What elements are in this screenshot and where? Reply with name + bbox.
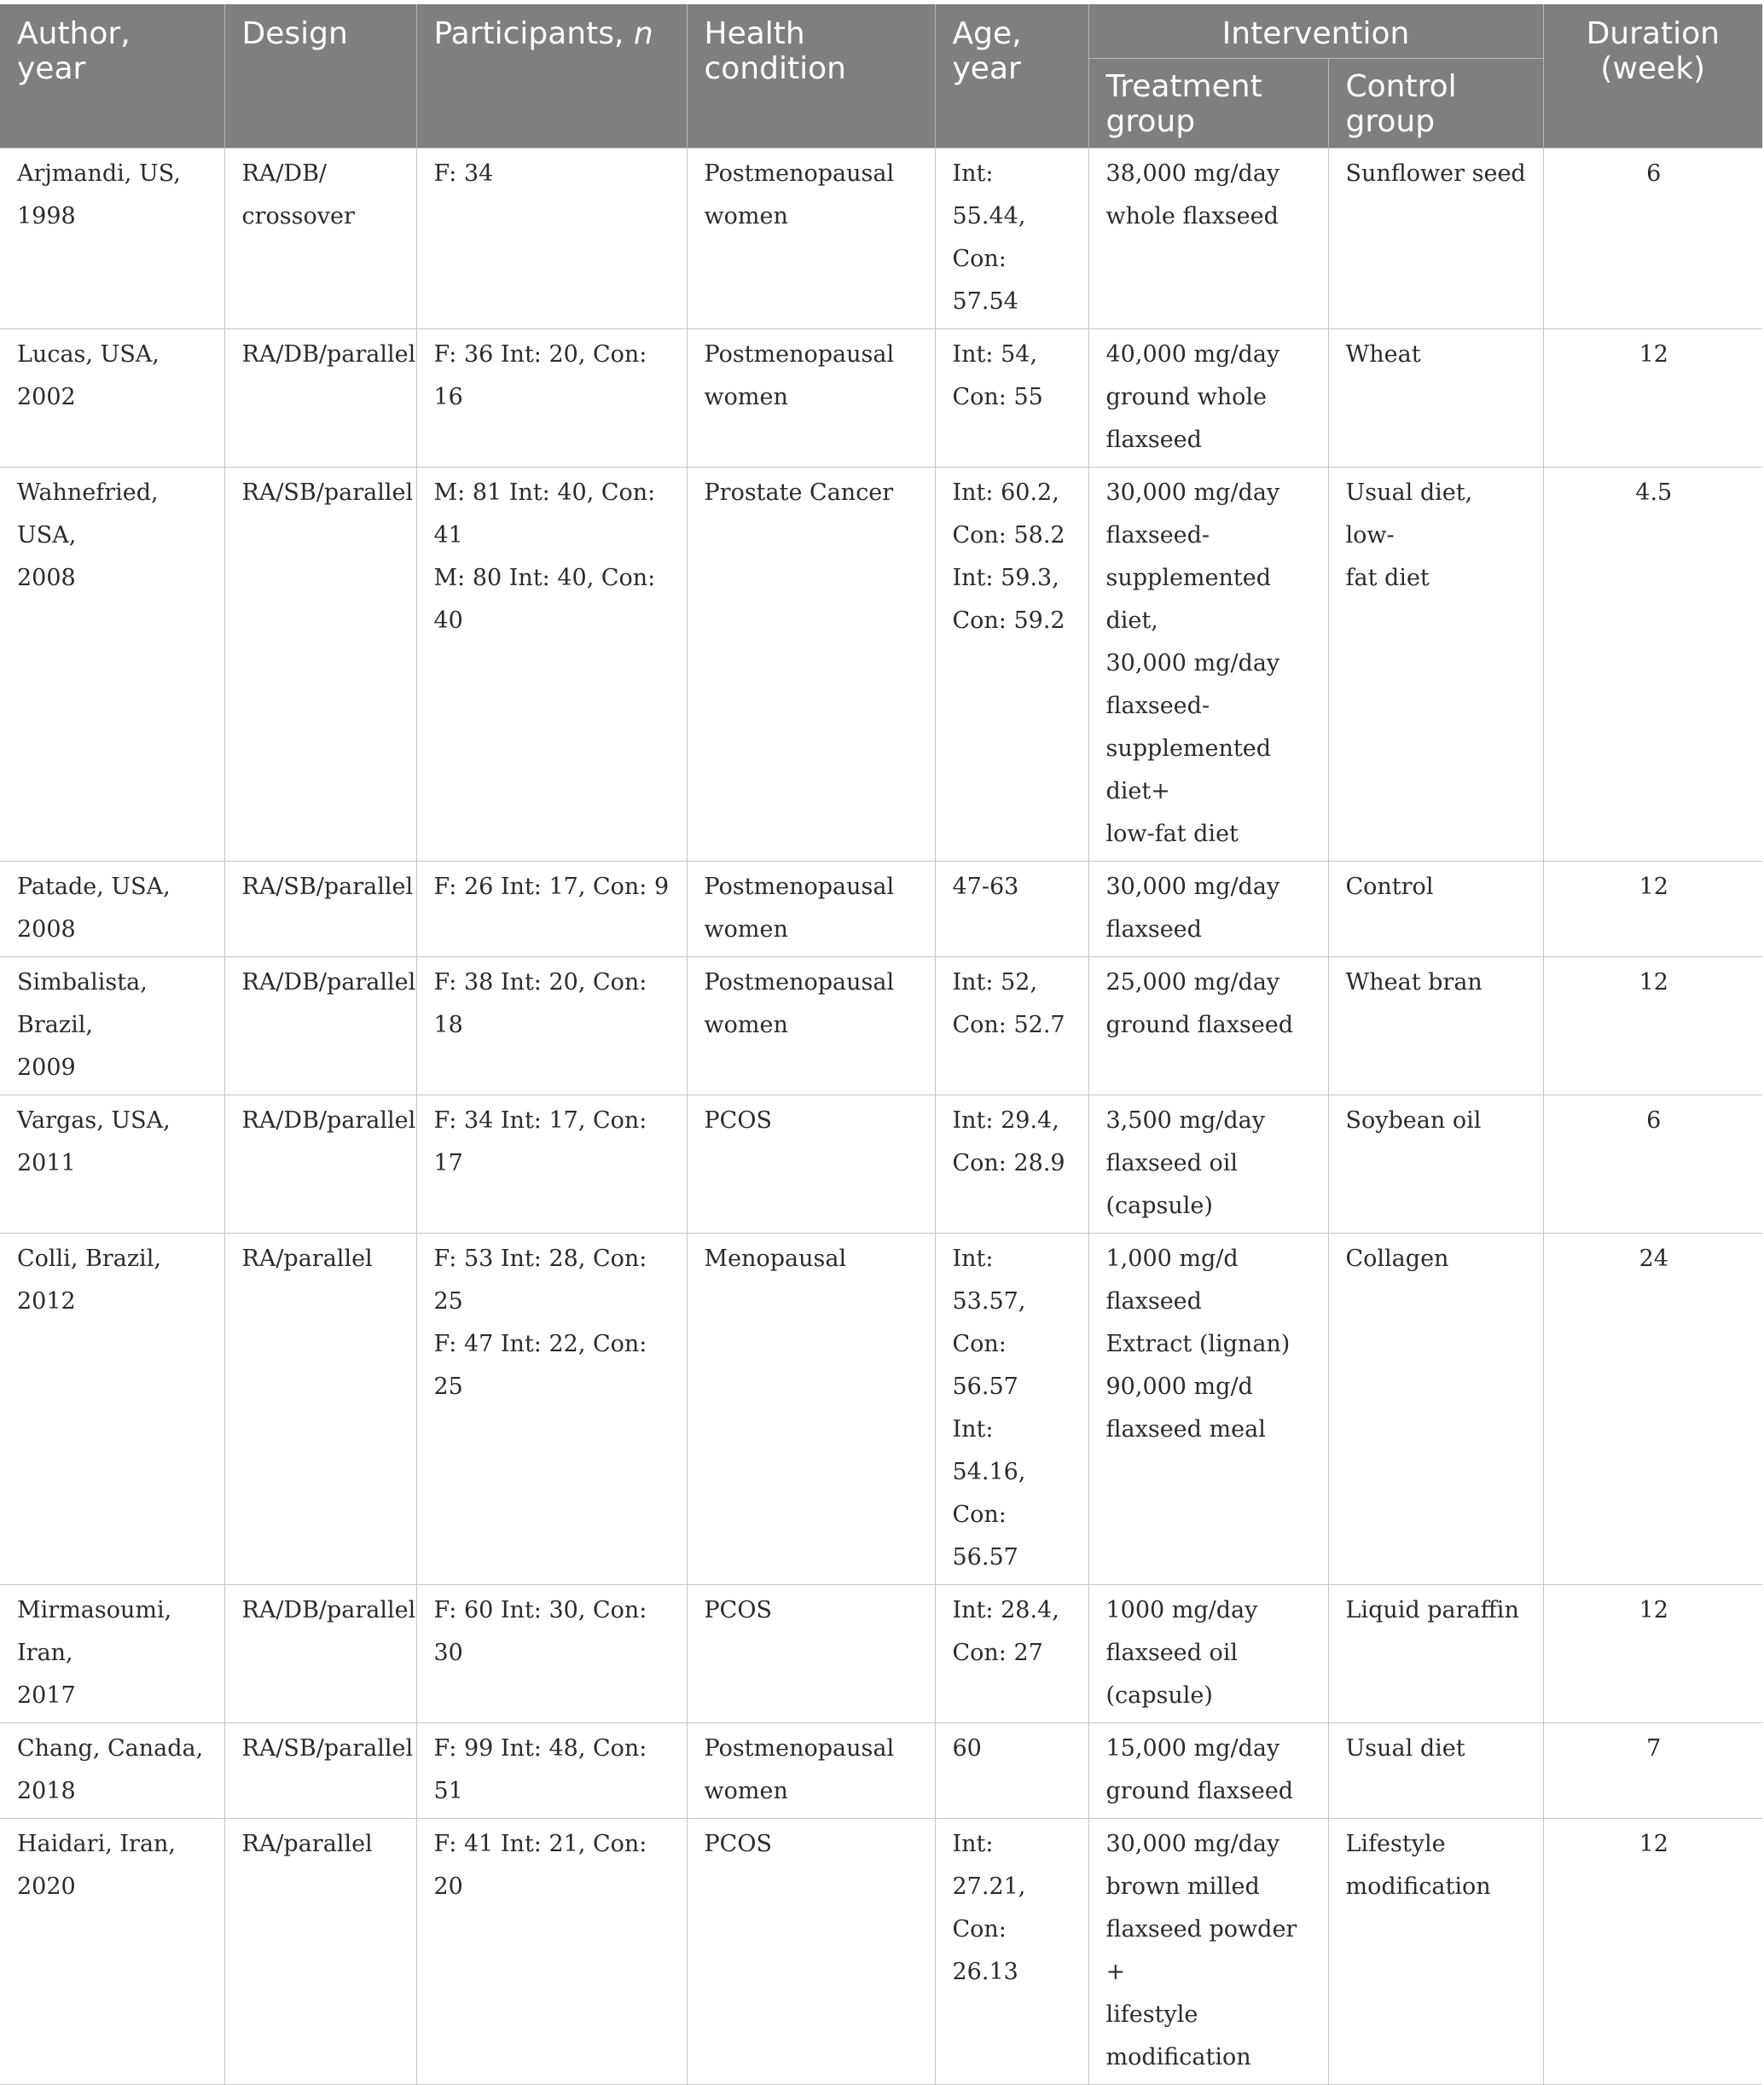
cell-treatment-group-line: supplemented diet, (1105, 565, 1272, 634)
cell-design-line: RA/SB/parallel (241, 874, 414, 900)
cell-design-line: RA/DB/parallel (241, 1597, 416, 1623)
cell-control-group (1328, 1723, 1543, 1819)
table-row (0, 329, 1762, 468)
cell-health-condition (687, 1585, 935, 1723)
cell-participants (416, 1723, 687, 1819)
cell-health-condition (687, 1095, 935, 1234)
cell-treatment-group-line: ground flaxseed (1105, 1012, 1294, 1038)
cell-author (0, 1585, 224, 1723)
cell-participants (416, 1095, 687, 1234)
header-health-condition: Health condition (687, 4, 935, 148)
header-treatment-group: Treatment group (1088, 59, 1328, 148)
cell-design-line: RA/DB/parallel (241, 341, 416, 368)
cell-treatment-group-line: Extract (lignan) (1105, 1331, 1291, 1357)
cell-treatment-group-line: 90,000 mg/d (1105, 1374, 1253, 1400)
cell-treatment-group-line: flaxseed powder + (1105, 1916, 1297, 1985)
cell-author (0, 862, 224, 957)
cell-treatment-group-line: flaxseed- (1105, 693, 1210, 719)
cell-duration: 24 (1543, 1234, 1762, 1585)
cell-age-line: Int: 60.2, (952, 479, 1059, 506)
cell-author-line: Colli, Brazil, 2012 (17, 1246, 161, 1315)
cell-design (224, 862, 416, 957)
cell-treatment-group-line: flaxseed oil (1105, 1150, 1239, 1176)
cell-health-condition-line: Postmenopausal (704, 341, 895, 368)
cell-treatment-group-line: modification (1105, 2044, 1251, 2070)
cell-age (935, 1819, 1088, 2085)
cell-age-line: Con: 52.7 (952, 1012, 1065, 1038)
cell-health-condition (687, 862, 935, 957)
cell-treatment-group (1088, 1585, 1328, 1723)
cell-health-condition-line: women (704, 1012, 788, 1038)
cell-age-line: Int: 52, (952, 969, 1038, 996)
cell-treatment-group-line: 30,000 mg/day (1105, 1831, 1280, 1857)
cell-control-group (1328, 1585, 1543, 1723)
cell-author-line: Chang, Canada, (17, 1735, 204, 1762)
cell-health-condition-line: women (704, 384, 788, 410)
cell-health-condition (687, 329, 935, 468)
cell-treatment-group-line: flaxseed (1105, 427, 1202, 453)
cell-design (224, 1234, 416, 1585)
cell-design-line: RA/DB/parallel (241, 969, 416, 996)
header-author-year: Author, year (0, 4, 224, 148)
cell-author (0, 1723, 224, 1819)
table-row (0, 862, 1762, 957)
cell-treatment-group (1088, 1819, 1328, 2085)
cell-design (224, 148, 416, 329)
cell-control-group (1328, 468, 1543, 862)
cell-control-group-line: modification (1345, 1873, 1491, 1900)
cell-age-line: Con: 57.54 (952, 246, 1018, 315)
cell-health-condition-line: Postmenopausal (704, 1735, 895, 1762)
cell-age-line: Con: 58.2 (952, 522, 1065, 549)
cell-age-line: 47-63 (952, 874, 1019, 900)
cell-participants-line: M: 81 Int: 40, Con: 41 (433, 479, 656, 549)
header-design: Design (224, 4, 416, 148)
cell-author (0, 957, 224, 1095)
cell-duration: 12 (1543, 957, 1762, 1095)
cell-author (0, 1819, 224, 2085)
cell-treatment-group-line: ground whole (1105, 384, 1267, 410)
cell-age-line: Con: 27 (952, 1640, 1043, 1666)
cell-control-group-line: Wheat (1345, 341, 1421, 368)
table-body (0, 148, 1762, 2085)
cell-author-line: Wahnefried, USA, (17, 479, 159, 549)
cell-design-line: RA/DB/parallel (241, 1107, 416, 1134)
cell-duration: 6 (1543, 148, 1762, 329)
cell-treatment-group-line: 1,000 mg/d flaxseed (1105, 1246, 1239, 1315)
cell-treatment-group-line: brown milled (1105, 1873, 1260, 1900)
cell-age-line: Int: 55.44, (952, 160, 1026, 229)
cell-control-group-line: Soybean oil (1345, 1107, 1482, 1134)
cell-treatment-group-line: flaxseed meal (1105, 1416, 1266, 1443)
cell-participants-line: F: 36 Int: 20, Con: 16 (433, 341, 647, 410)
cell-age-line: Int: 27.21, (952, 1831, 1026, 1900)
cell-treatment-group-line: flaxseed (1105, 916, 1202, 943)
header-row-1 (0, 4, 1762, 59)
cell-treatment-group-line: 30,000 mg/day (1105, 479, 1280, 506)
cell-duration: 6 (1543, 1095, 1762, 1234)
cell-treatment-group (1088, 1234, 1328, 1585)
cell-author-line: Vargas, USA, 2011 (17, 1107, 171, 1176)
cell-design-line: RA/DB/ (241, 160, 328, 187)
cell-author (0, 148, 224, 329)
cell-age-line: Con: 59.2 (952, 607, 1065, 634)
cell-treatment-group (1088, 329, 1328, 468)
cell-age-line: Con: 55 (952, 384, 1043, 410)
cell-age-line: Int: 54.16, (952, 1416, 1026, 1485)
cell-health-condition-line: Postmenopausal (704, 969, 895, 996)
cell-treatment-group-line: whole flaxseed (1105, 203, 1279, 229)
study-characteristics-table-container (0, 4, 1764, 2085)
cell-health-condition-line: Postmenopausal (704, 160, 895, 187)
cell-treatment-group-line: ground flaxseed (1105, 1778, 1294, 1804)
cell-treatment-group (1088, 1723, 1328, 1819)
cell-treatment-group (1088, 148, 1328, 329)
cell-health-condition (687, 1723, 935, 1819)
cell-control-group-line: Liquid paraffin (1345, 1597, 1519, 1623)
table-header (0, 4, 1762, 148)
cell-health-condition-line: Prostate Cancer (704, 479, 894, 506)
cell-treatment-group-line: flaxseed oil (1105, 1640, 1239, 1666)
cell-author (0, 468, 224, 862)
cell-participants (416, 148, 687, 329)
cell-participants-line: F: 34 Int: 17, Con: 17 (433, 1107, 647, 1176)
cell-control-group-line: Wheat bran (1345, 969, 1483, 996)
cell-treatment-group-line: 30,000 mg/day (1105, 874, 1280, 900)
cell-duration: 12 (1543, 329, 1762, 468)
cell-duration: 12 (1543, 1819, 1762, 2085)
header-age-year: Age, year (935, 4, 1088, 148)
cell-treatment-group-line: supplemented diet+ (1105, 735, 1272, 804)
cell-health-condition-line: women (704, 916, 788, 943)
cell-participants (416, 329, 687, 468)
table-row (0, 1819, 1762, 2085)
cell-control-group (1328, 957, 1543, 1095)
cell-treatment-group-line: 3,500 mg/day (1105, 1107, 1265, 1134)
cell-age (935, 1234, 1088, 1585)
cell-age-line: Con: 56.57 (952, 1331, 1018, 1400)
cell-treatment-group (1088, 957, 1328, 1095)
cell-treatment-group-line: 30,000 mg/day (1105, 650, 1280, 677)
cell-treatment-group-line: 25,000 mg/day (1105, 969, 1280, 996)
cell-treatment-group-line: lifestyle (1105, 2001, 1198, 2028)
cell-age (935, 1095, 1088, 1234)
cell-age (935, 1585, 1088, 1723)
cell-treatment-group-line: 1000 mg/day (1105, 1597, 1258, 1623)
cell-treatment-group-line: 15,000 mg/day (1105, 1735, 1280, 1762)
header-intervention: Intervention (1088, 4, 1543, 59)
cell-author-line: Mirmasoumi, Iran, (17, 1597, 172, 1666)
cell-author-line: 2008 (17, 565, 76, 591)
cell-participants-line: F: 47 Int: 22, Con: 25 (433, 1331, 647, 1400)
cell-treatment-group-line: 38,000 mg/day (1105, 160, 1280, 187)
cell-duration: 4.5 (1543, 468, 1762, 862)
cell-author-line: Simbalista, Brazil, (17, 969, 148, 1038)
cell-control-group (1328, 148, 1543, 329)
cell-health-condition-line: women (704, 1778, 788, 1804)
cell-design-line: RA/parallel (241, 1246, 373, 1272)
table-row (0, 957, 1762, 1095)
cell-author-line: 2017 (17, 1682, 76, 1709)
cell-control-group (1328, 329, 1543, 468)
cell-design (224, 1585, 416, 1723)
table-row (0, 1723, 1762, 1819)
cell-health-condition-line: Postmenopausal (704, 874, 895, 900)
cell-treatment-group (1088, 862, 1328, 957)
cell-treatment-group-line: (capsule) (1105, 1682, 1213, 1709)
cell-age-line: Int: 59.3, (952, 565, 1059, 591)
cell-age-line: Con: 56.57 (952, 1501, 1018, 1571)
cell-age-line: 60 (952, 1735, 982, 1762)
cell-participants-line: F: 99 Int: 48, Con: 51 (433, 1735, 647, 1804)
cell-treatment-group-line: 40,000 mg/day (1105, 341, 1280, 368)
cell-participants-line: F: 38 Int: 20, Con: 18 (433, 969, 647, 1038)
cell-treatment-group-line: flaxseed- (1105, 522, 1210, 549)
cell-participants-line: F: 53 Int: 28, Con: 25 (433, 1246, 647, 1315)
cell-health-condition-line: PCOS (704, 1831, 772, 1857)
cell-control-group-line: Lifestyle (1345, 1831, 1446, 1857)
cell-age (935, 862, 1088, 957)
cell-duration: 12 (1543, 862, 1762, 957)
cell-control-group-line: Usual diet (1345, 1735, 1465, 1762)
cell-health-condition (687, 148, 935, 329)
cell-control-group-line: fat diet (1345, 565, 1430, 591)
table-row (0, 148, 1762, 329)
cell-participants-line: M: 80 Int: 40, Con: 40 (433, 565, 656, 634)
cell-participants (416, 957, 687, 1095)
cell-author-line: 1998 (17, 203, 76, 229)
cell-treatment-group (1088, 468, 1328, 862)
cell-design (224, 468, 416, 862)
cell-participants-line: F: 26 Int: 17, Con: 9 (433, 874, 670, 900)
cell-participants-line: F: 41 Int: 21, Con: 20 (433, 1831, 647, 1900)
cell-treatment-group-line: low-fat diet (1105, 821, 1239, 847)
cell-participants-line: F: 60 Int: 30, Con: 30 (433, 1597, 647, 1666)
cell-age (935, 468, 1088, 862)
cell-author-line: Lucas, USA, 2002 (17, 341, 160, 410)
table-row (0, 468, 1762, 862)
cell-design (224, 1819, 416, 2085)
cell-health-condition (687, 957, 935, 1095)
cell-age (935, 329, 1088, 468)
cell-health-condition (687, 468, 935, 862)
cell-author (0, 329, 224, 468)
cell-design (224, 329, 416, 468)
cell-age-line: Int: 53.57, (952, 1246, 1026, 1315)
cell-design (224, 957, 416, 1095)
cell-design-line: crossover (241, 203, 355, 229)
cell-author-line: 2018 (17, 1778, 76, 1804)
cell-health-condition-line: Menopausal (704, 1246, 847, 1272)
header-participants (416, 4, 687, 148)
table-row (0, 1585, 1762, 1723)
cell-duration: 7 (1543, 1723, 1762, 1819)
cell-participants (416, 1234, 687, 1585)
cell-control-group-line: Collagen (1345, 1246, 1449, 1272)
cell-participants (416, 1819, 687, 2085)
cell-age-line: Int: 28.4, (952, 1597, 1059, 1623)
header-duration: Duration (week) (1543, 4, 1762, 148)
header-participants-label: Participants, (433, 16, 634, 51)
header-participants-n: n (633, 16, 653, 51)
study-characteristics-table (0, 4, 1762, 2085)
cell-author-line: 2009 (17, 1054, 76, 1081)
cell-design-line: RA/parallel (241, 1831, 373, 1857)
cell-participants (416, 468, 687, 862)
cell-age (935, 957, 1088, 1095)
table-row (0, 1095, 1762, 1234)
header-control-group: Control group (1328, 59, 1543, 148)
cell-control-group-line: Usual diet, low- (1345, 479, 1473, 549)
cell-control-group (1328, 1819, 1543, 2085)
cell-design-line: RA/SB/parallel (241, 479, 414, 506)
cell-author (0, 1234, 224, 1585)
cell-control-group (1328, 1095, 1543, 1234)
cell-author-line: Arjmandi, US, (17, 160, 181, 187)
cell-author (0, 1095, 224, 1234)
cell-treatment-group-line: (capsule) (1105, 1193, 1213, 1219)
cell-health-condition-line: women (704, 203, 788, 229)
cell-design (224, 1095, 416, 1234)
cell-design-line: RA/SB/parallel (241, 1735, 414, 1762)
cell-control-group-line: Sunflower seed (1345, 160, 1526, 187)
cell-participants (416, 1585, 687, 1723)
cell-health-condition-line: PCOS (704, 1107, 772, 1134)
cell-control-group (1328, 1234, 1543, 1585)
table-row (0, 1234, 1762, 1585)
cell-control-group-line: Control (1345, 874, 1434, 900)
cell-author-line: Haidari, Iran, 2020 (17, 1831, 177, 1900)
cell-author-line: Patade, USA, 2008 (17, 874, 171, 943)
cell-age-line: Int: 29.4, (952, 1107, 1059, 1134)
cell-participants (416, 862, 687, 957)
cell-duration: 12 (1543, 1585, 1762, 1723)
cell-health-condition-line: PCOS (704, 1597, 772, 1623)
cell-health-condition (687, 1819, 935, 2085)
cell-age-line: Con: 28.9 (952, 1150, 1065, 1176)
cell-age (935, 148, 1088, 329)
cell-age (935, 1723, 1088, 1819)
cell-age-line: Con: 26.13 (952, 1916, 1018, 1985)
cell-control-group (1328, 862, 1543, 957)
cell-participants-line: F: 34 (433, 160, 494, 187)
cell-age-line: Int: 54, (952, 341, 1038, 368)
cell-health-condition (687, 1234, 935, 1585)
cell-design (224, 1723, 416, 1819)
cell-treatment-group (1088, 1095, 1328, 1234)
